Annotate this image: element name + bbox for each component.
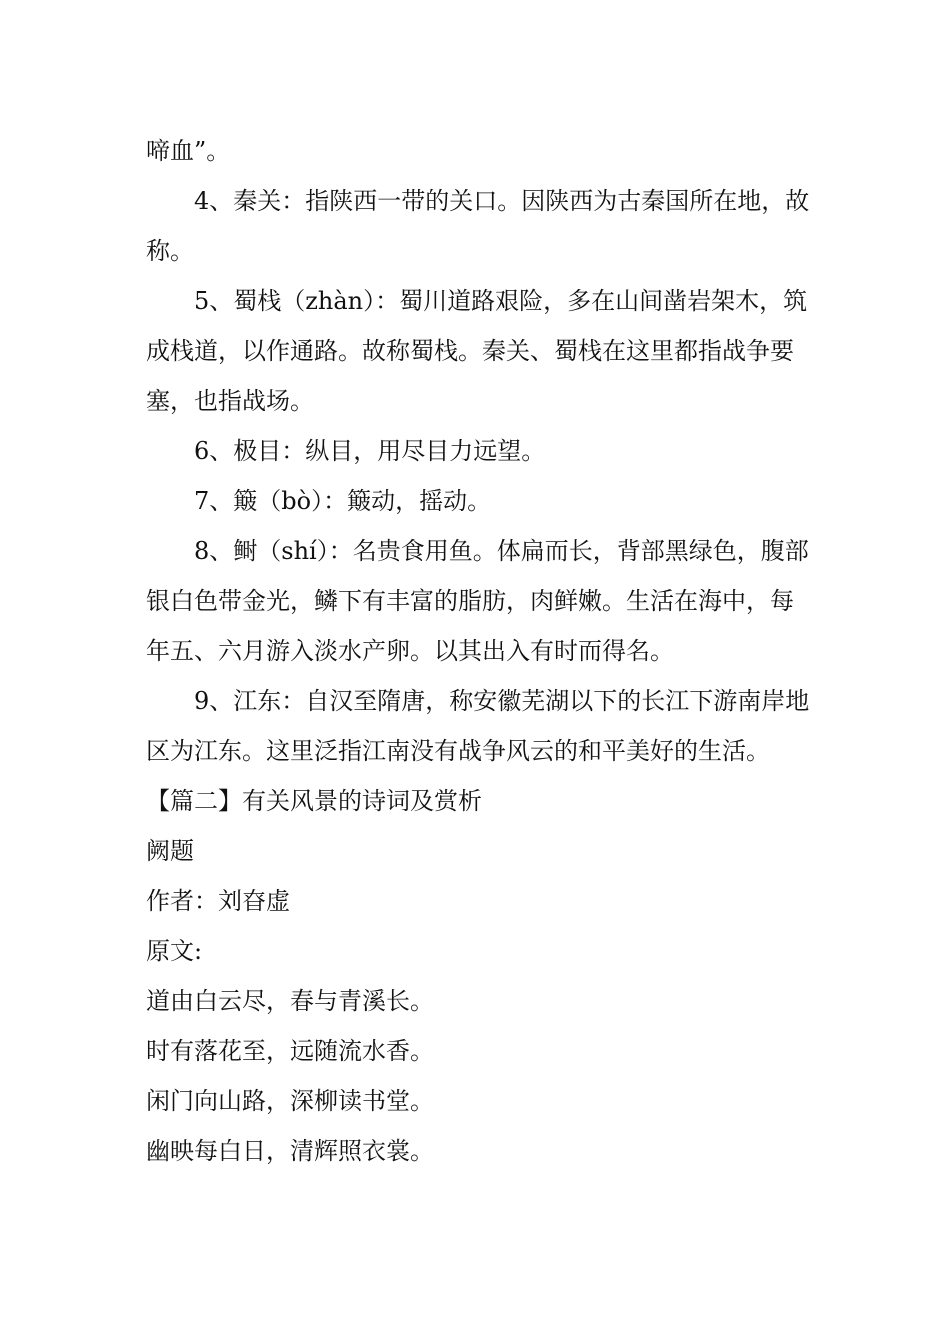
note-item-4: 4、秦关：指陕西一带的关口。因陕西为古秦国所在地，故称。 <box>146 187 810 265</box>
poem-line: 时有落花至，远随流水香。 <box>146 1037 434 1065</box>
poem-author: 作者：刘昚虚 <box>146 887 290 915</box>
note-item-9: 9、江东：自汉至隋唐，称安徽芜湖以下的长江下游南岸地区为江东。这里泛指江南没有战争风云的和平美好的生活。 <box>146 687 810 765</box>
poem-line: 幽映每白日，清辉照衣裳。 <box>146 1137 434 1165</box>
poem-line: 闲门向山路，深柳读书堂。 <box>146 1087 434 1115</box>
poem-line: 道由白云尽，春与青溪长。 <box>146 987 434 1015</box>
poem-title: 阙题 <box>146 837 194 865</box>
note-item-5: 5、蜀栈（zhàn）：蜀川道路艰险，多在山间凿岩架木，筑成栈道，以作通路。故称蜀栈。秦关、蜀栈在这里都指战争要塞，也指战场。 <box>146 287 808 415</box>
document-body <box>146 126 816 1176</box>
note-item-8: 8、鲥（shí）：名贵食用鱼。体扁而长，背部黑绿色，腹部银白色带金光，鳞下有丰富的脂肪，肉鲜嫩。生活在海中，每年五、六月游入淡水产卵。以其出入有时而得名。 <box>146 537 809 665</box>
section-heading: 【篇二】有关风景的诗词及赏析 <box>146 787 482 815</box>
note-continuation: 啼血”。 <box>146 137 231 165</box>
original-text-label: 原文: <box>146 937 203 965</box>
note-item-6: 6、极目：纵目，用尽目力远望。 <box>194 437 546 465</box>
note-item-7: 7、簸（bò）：簸动，摇动。 <box>194 487 492 515</box>
